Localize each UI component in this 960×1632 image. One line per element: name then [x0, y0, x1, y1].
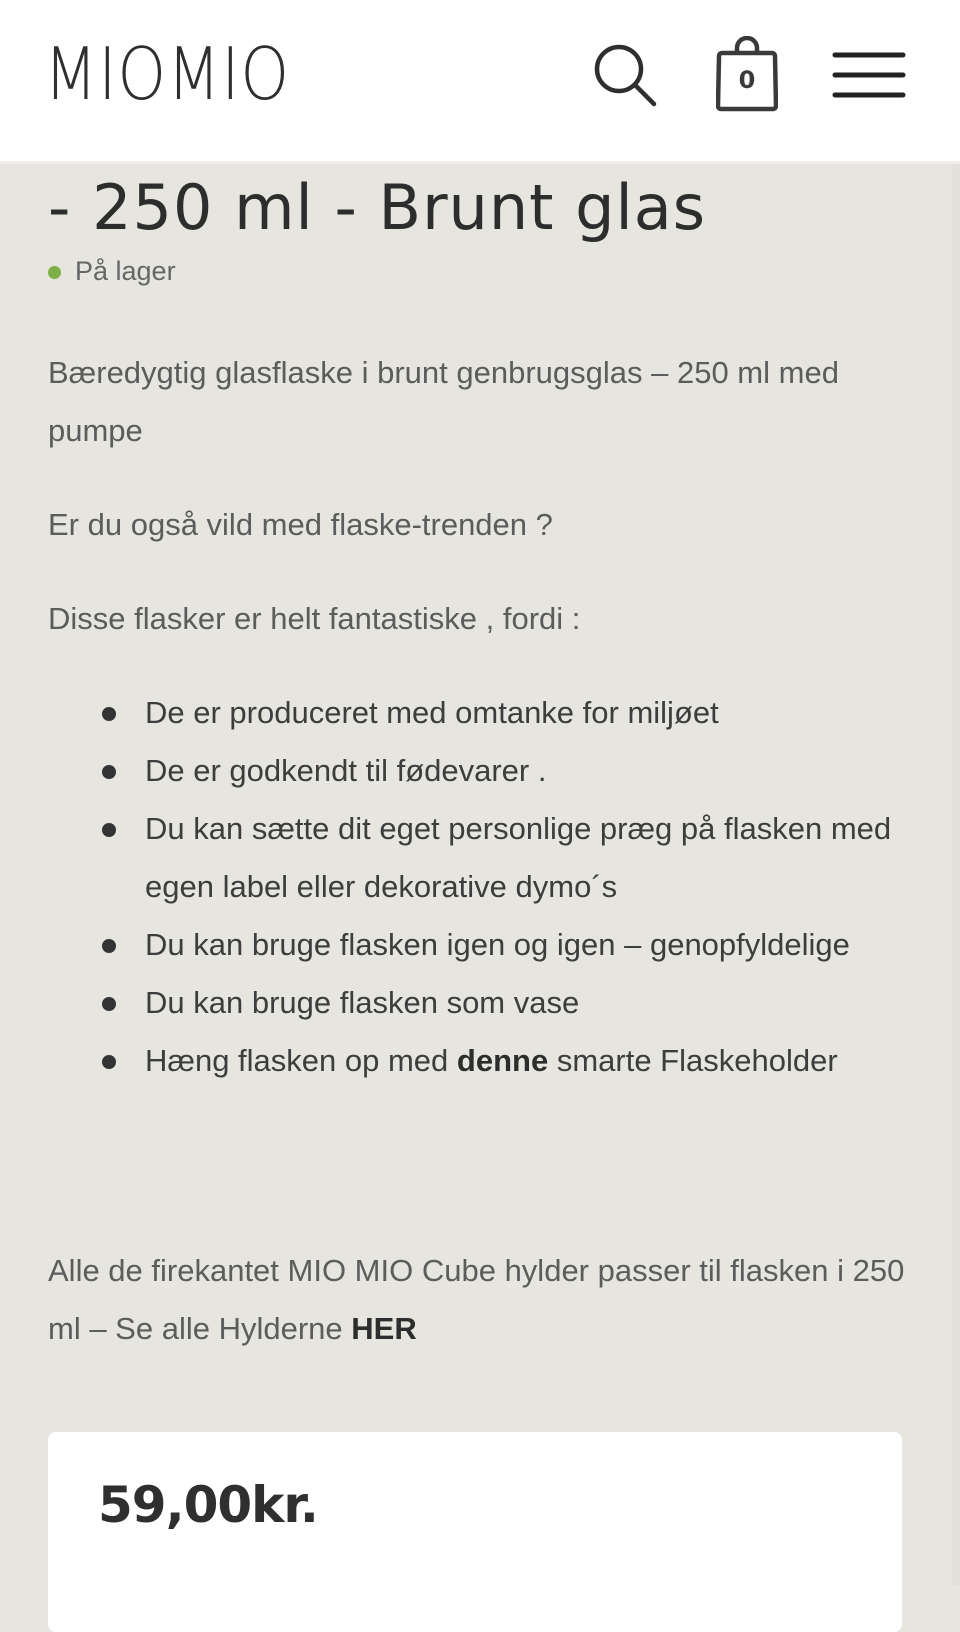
feature-list	[48, 684, 908, 1090]
product-title: - 250 ml - Brunt glas	[48, 171, 707, 244]
description-lead: Disse flasker er helt fantastiske , fordi :	[48, 601, 581, 636]
bullet-icon	[102, 707, 116, 721]
product-price: 59,00kr.	[98, 1476, 318, 1534]
cart-count-badge: 0	[738, 66, 756, 94]
feature-item: Du kan bruge flasken igen og igen – genopfyldelige	[48, 916, 908, 974]
site-header	[0, 0, 960, 164]
feature-item: Du kan sætte dit eget personlige præg på flasken med egen label eller dekorative dymo´s	[48, 800, 908, 916]
feature-item: Du kan bruge flasken som vase	[48, 974, 908, 1032]
bullet-icon	[102, 1055, 116, 1069]
bullet-icon	[102, 939, 116, 953]
search-icon	[592, 42, 660, 110]
cart-button[interactable]	[716, 36, 778, 112]
shelves-link[interactable]: HER	[351, 1311, 417, 1346]
feature-item: Hæng flasken op med denne smarte Flaskeholder	[48, 1032, 908, 1090]
stock-status-label: På lager	[75, 256, 176, 286]
logo[interactable]: MIOMIO	[44, 32, 291, 116]
feature-item: De er produceret med omtanke for miljøet	[48, 684, 908, 742]
bottle-holder-link[interactable]: denne	[456, 1043, 549, 1078]
bullet-icon	[102, 997, 116, 1011]
shelves-paragraph: Alle de firekantet MIO MIO Cube hylder passer til flasken i 250 ml – Se alle Hylderne HER	[48, 1253, 905, 1346]
stock-status	[48, 256, 176, 287]
hamburger-menu-icon	[832, 50, 906, 100]
in-stock-dot-icon	[48, 266, 61, 279]
search-button[interactable]	[592, 42, 660, 110]
price-card	[48, 1432, 902, 1632]
bullet-icon	[102, 765, 116, 779]
bullet-icon	[102, 823, 116, 837]
description-question: Er du også vild med flaske-trenden ?	[48, 507, 553, 542]
menu-button[interactable]	[832, 50, 906, 100]
description-intro: Bæredygtig glasflaske i brunt genbrugsglas – 250 ml med pumpe	[48, 355, 839, 448]
scroll-edge	[952, 164, 960, 1585]
feature-item: De er godkendt til fødevarer .	[48, 742, 908, 800]
